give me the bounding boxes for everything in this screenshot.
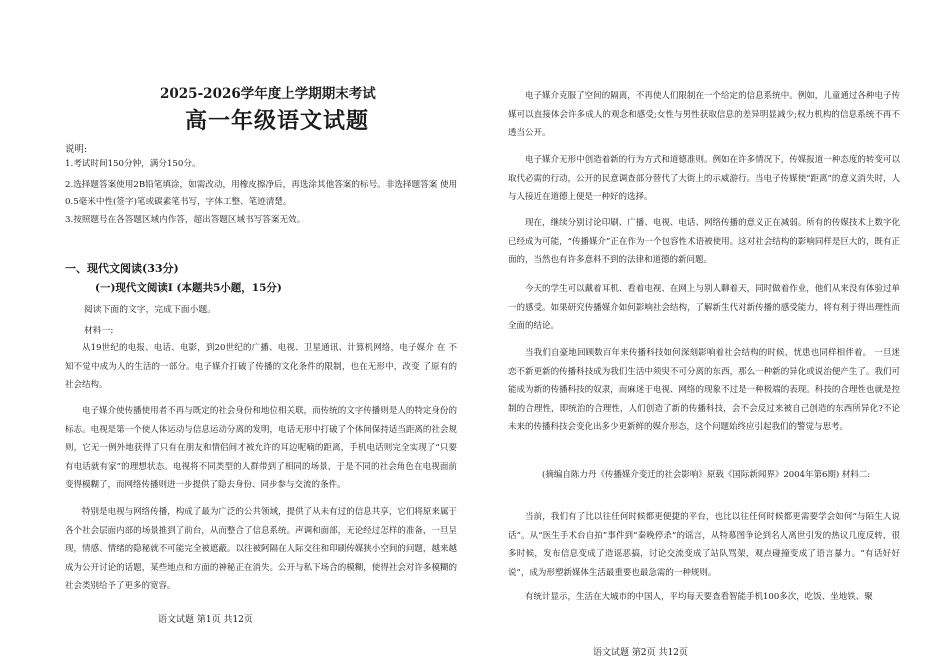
section-title: 一、现代文阅读(33分) — [65, 262, 179, 275]
exam-year-heading: 2025-2026学年度上学期期末考试 — [160, 86, 376, 102]
instruction: 阅读下面的文字，完成下面小题。 — [84, 305, 216, 315]
paragraph: 现在，继续分别讨论印刷、广播、电视、电话、网络传播的意义正在减弱。所有的传媒技术上数字化已经成为可能，“传播媒介”正在作为一个包容性术语被使用。这对社会结构的影响同样是巨大的，既有正面的，当然也有许多意料不到的法律和道德的新问题。 — [508, 218, 900, 265]
note-item: 3.按照题号在各答题区域内作答，超出答题区域书写答案无效。 — [65, 215, 306, 225]
paragraph: 当前，我们有了比以往任何时候都更便捷的平台，也比以往任何时候都更需要学会如何“与陌生人说话”。从“医生手术台自拍”事件到“秦晚停杀”的谣言，从特慕图争论到名人离世引发的热议几度反转，很多时候，发布信息变成了造谣恶搞，讨论交流变成了站队骂架，观点碰撞变成了语言暴力。“有话好好说”，成为形塑新媒体生活最重要也最急需的一种规则。 — [508, 512, 900, 578]
paragraph: 有统计显示，生活在大城市的中国人，平均每天要查看智能手机100多次，吃饭、坐地铁、聚 — [525, 592, 873, 602]
paragraph: 特别是电视与网络传播，构成了最为广泛的公共领域，提供了从未有过的信息共享，它们将原来属于各个社会层面内部的场景推到了前台，从而整合了信息系统。声调和面部，无论经过怎样的准备，一旦呈现，情感、情绪的隐秘就不可能完全被遮蔽。以往被阿隔在人际交往和印刷传媒狭小空间的问题，越来越成为公开讨论的话题，某些地点和方面的神秘正在消失。公开与私下场合的模糊，使得社会对许多模糊的社会类别给予了更多的宽容。 — [65, 507, 457, 591]
paragraph: 当我们自豪地回顾数百年来传播科技如何深刻影响着社会结构的时候，忧患也同样相伴着。 一旦迷恋不新更新的传播科技成为我们生活中须臾不可分离的东西，那么一种新的异化或说治便产生了。我们可能成为新的传播科技的奴隶，而麻迷于电视、网络的现象不过是一种极端的表现。科技的合理性也就是控制的合理性，即统治的合理性，人们创造了新的传播科技，会不会反过来被自己创造的东西所异化?不论未来的传播科技会变化出多少更新鲜的媒介形态，这个问题始终应引起我们的警觉与思考。 — [508, 348, 900, 432]
notes-label: 说明: — [65, 144, 88, 155]
material-label: 材料一: — [84, 326, 114, 336]
page-footer: 语文试题 第1页 共12页 — [158, 615, 253, 625]
subsection-title: (一)现代文阅读Ⅰ (本题共5小题，15分) — [95, 282, 282, 294]
paragraph: 电子媒介使传播使用者不再与既定的社会身份和地位相关联，而传统的文字传播则是人的特定身份的标志。电视是第一个使人体运动与信息运动分离的发明，电话无形中打破了个体间保持适当距离的社会规则，它无一例外地获得了只有在朋友和情侣间才被允许的耳边呢喃的距离，手机电话则完全实现了“只要有电话就有家”的理想状态。电视将不同类型的人群带到了相同的场景，于是不同的社会角色在电视面前变得模糊了，而网络传播则进一步提供了隐去身份、同步参与交流的条件。 — [65, 406, 457, 490]
source-citation: (摘编自陈力丹《传播媒介变迁的社会影响》原载《国际新闻界》2004年第6期) 材料二: — [542, 470, 871, 480]
exam-title: 高一年级语文试题 — [185, 108, 370, 134]
page-footer: 语文试题 第2页 共12页 — [593, 648, 688, 658]
paragraph: 电子媒介无形中创造着新的行为方式和道德准则。例如在许多情况下，传媒报道一种态度的转变可以取代必需的行动，公开的民意调查部分替代了大街上的示威游行。当电子传媒使“距离”的意义消失时，人与人接近在道德上便是一种好的选择。 — [508, 155, 900, 202]
note-item: 1.考试时间150分钟，满分150分。 — [65, 159, 201, 169]
paragraph: 今天的学生可以戴着耳机、看着电视、在网上与别人聊着天，同时做着作业，他们从来没有体验过单一的感受。如果研究传播媒介如何影响社会结构，了解新生代对新传播的感受能力，将有利于得出理性而全面的结论。 — [508, 284, 900, 331]
paragraph: 从19世纪的电报、电话、电影，到20世纪的广播、电视、卫星通讯、计算机网络，电子媒介 在 不知不觉中成为人的生活的一部分。电子媒介打破了传播的文化条件的限制，也在无形中，改变 了原有的社会结构。 — [65, 343, 457, 390]
paragraph: 电子媒介克服了空间的隔离，不再使人们限制在一个给定的信息系统中。例如，儿童通过各种电子传媒可以直接体会许多成人的观念和感受;女性与男性获取信息的差异明显减少;权力机构的信息系统不再不透当公开。 — [508, 91, 900, 138]
note-item: 2.选择题答案使用2B铅笔填涂，如需改动，用橡皮擦净后，再选涂其他答案的标号。非选择题答案 使用0.5毫米中性(签字)笔或碳素笔书写，字体工整、笔迹清楚。 — [65, 180, 458, 207]
